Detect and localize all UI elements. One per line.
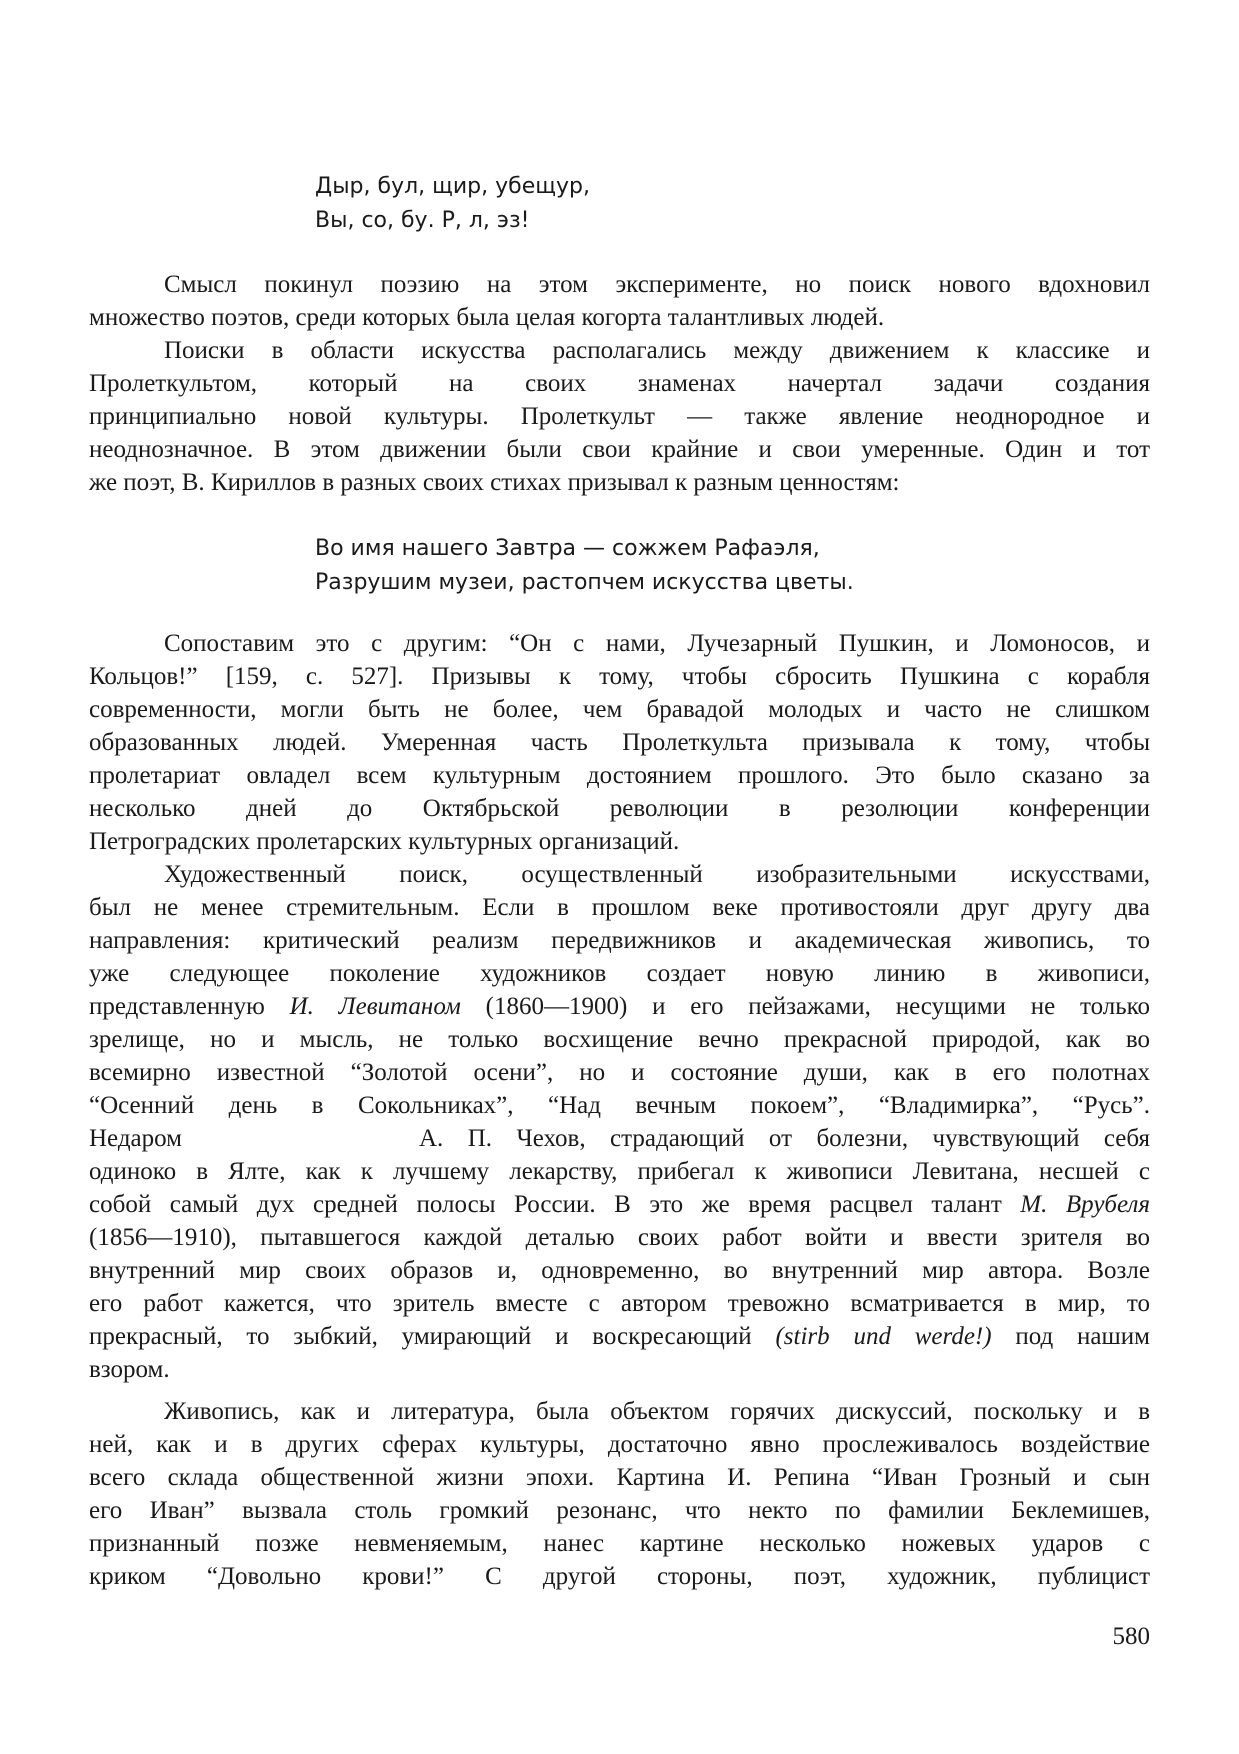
- text-line: множество поэтов, среди которых была целая когорта талантливых людей.: [89, 304, 885, 331]
- text-line: Живопись, как и литература, была объектом горячих дискуссий, поскольку и в: [164, 1398, 1150, 1425]
- text-line: [89, 1188, 1150, 1222]
- italic-name: М. Врубеля: [1020, 1191, 1150, 1218]
- text-line: неоднозначное. В этом движении были свои крайние и свои умеренные. Один и тот: [89, 436, 1150, 463]
- text-run: Недаром: [89, 1125, 182, 1152]
- text-run: собой самый дух средней полосы России. В это же время расцвел талант: [89, 1191, 1021, 1218]
- text-line: был не менее стремительным. Если в прошлом веке противостояли друг другу два: [89, 894, 1150, 921]
- poem-line: Во имя нашего Завтра — сожжем Рафаэля,: [315, 536, 820, 561]
- text-line: Поиски в области искусства располагались между движением к классике и: [164, 337, 1150, 364]
- text-line: пролетариат овладел всем культурным достоянием прошлого. Это было сказано за: [89, 762, 1150, 789]
- text-line: Смысл покинул поэзию на этом эксперименте, но поиск нового вдохновил: [164, 271, 1150, 298]
- text-run: прекрасный, то зыбкий, умирающий и воскресающий: [89, 1323, 776, 1350]
- text-line: несколько дней до Октябрьской революции в резолюции конференции: [89, 795, 1150, 822]
- text-line: его Иван” вызвала столь громкий резонанс, что некто по фамилии Беклемишев,: [89, 1497, 1150, 1524]
- text-line: его работ кажется, что зритель вместе с автором тревожно всматривается в мир, то: [89, 1290, 1150, 1317]
- text-line: внутренний мир своих образов и, одновременно, во внутренний мир автора. Возле: [89, 1257, 1150, 1284]
- text-line: же поэт, В. Кириллов в разных своих стихах призывал к разным ценностям:: [89, 469, 900, 496]
- text-line: ней, как и в других сферах культуры, достаточно явно прослеживалось воздействие: [89, 1431, 1150, 1458]
- text-line: одиноко в Ялте, как к лучшему лекарству, прибегал к живописи Левитана, несшей с: [89, 1158, 1150, 1185]
- text-line: [89, 1320, 1150, 1354]
- poem-excerpt-2: [315, 532, 1115, 600]
- text-line: взором.: [89, 1356, 170, 1383]
- text-line: современности, могли быть не более, чем бравадой молодых и часто не слишком: [89, 696, 1150, 723]
- text-line: всемирно известной “Золотой осени”, но и состояние души, как в его полотнах: [89, 1059, 1150, 1086]
- page-number: 580: [1112, 1623, 1150, 1650]
- text-run: А. П. Чехов, страдающий от болезни, чувствующий себя: [419, 1125, 1150, 1152]
- text-line: Кольцов!” [159, с. 527]. Призывы к тому, чтобы сбросить Пушкина с корабля: [89, 663, 1150, 690]
- text-line: “Осенний день в Сокольниках”, “Над вечным покоем”, “Владимирка”, “Русь”.: [89, 1092, 1150, 1119]
- text-line: образованных людей. Умеренная часть Пролеткульта призывала к тому, чтобы: [89, 729, 1150, 756]
- text-line: Пролеткультом, который на своих знаменах начертал задачи создания: [89, 370, 1150, 397]
- italic-phrase: (stirb und werde!): [775, 1323, 992, 1350]
- text-line: признанный позже невменяемым, нанес картине несколько ножевых ударов с: [89, 1530, 1150, 1557]
- text-line: уже следующее поколение художников создает новую линию в живописи,: [89, 960, 1150, 987]
- text-line: всего склада общественной жизни эпохи. Картина И. Репина “Иван Грозный и сын: [89, 1464, 1150, 1491]
- text-line: направления: критический реализм передвижников и академическая живопись, то: [89, 927, 1150, 954]
- text-line: [89, 990, 1150, 1024]
- text-line: принципиально новой культуры. Пролеткульт — также явление неоднородное и: [89, 403, 1150, 430]
- poem-line: Вы, со, бу. Р, л, эз!: [315, 208, 530, 233]
- text-run: (1860—1900) и его пейзажами, несущими не только: [460, 993, 1150, 1020]
- text-line: [89, 1122, 1150, 1156]
- text-run: представленную: [89, 993, 290, 1020]
- poem-line: Дыр, бул, щир, убещур,: [315, 174, 590, 199]
- poem-excerpt-1: [315, 170, 1115, 238]
- text-line: Сопоставим это с другим: “Он с нами, Лучезарный Пушкин, и Ломоносов, и: [164, 630, 1150, 657]
- text-line: Петроградских пролетарских культурных организаций.: [89, 828, 680, 855]
- text-line: зрелище, но и мысль, не только восхищение вечно прекрасной природой, как во: [89, 1026, 1150, 1053]
- text-line: Художественный поиск, осуществленный изобразительными искусствами,: [164, 861, 1150, 888]
- italic-name: И. Левитаном: [289, 993, 461, 1020]
- poem-line: Разрушим музеи, растопчем искусства цветы.: [315, 570, 854, 595]
- text-line: (1856—1910), пытавшегося каждой деталью своих работ войти и ввести зрителя во: [89, 1224, 1150, 1251]
- text-run: под нашим: [991, 1323, 1150, 1350]
- text-line: криком “Довольно крови!” С другой стороны, поэт, художник, публицист: [89, 1563, 1150, 1590]
